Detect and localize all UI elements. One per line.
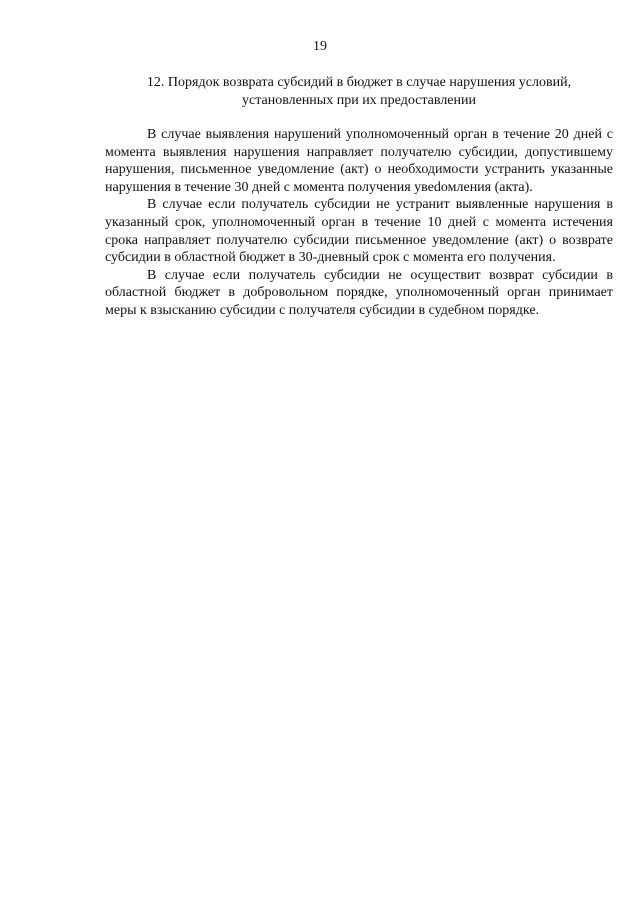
- body-text: [105, 126, 613, 320]
- page-number: 19: [313, 39, 327, 54]
- paragraph-return-notice: В случае если получатель субсидии не устранит выявленные нарушения в указанный срок, уполномоченный орган в течение 10 дней с момента истечения срока направляет получателю субсидии письменное уведомление (акт) о возврате субсидии в областной бюджет в 30-дневный срок с момента его получения.: [105, 197, 613, 266]
- section-heading-line-1: 12. Порядок возврата субсидий в бюджет в случае нарушения условий,: [146, 75, 572, 90]
- section-heading: [105, 74, 613, 110]
- paragraph-notification: В случае выявления нарушений уполномоченный орган в течение 20 дней с момента выявления нарушения направляет получателю субсидии, допустившему нарушения, письменное уведомление (акт) о необходимости устранить указанные нарушения в течение 30 дней с момента получения увеdомления (акта).: [105, 127, 613, 195]
- section-heading-line-2: установленных при их предоставлении: [241, 93, 476, 108]
- paragraph-court-recovery: В случае если получатель субсидии не осуществит возврат субсидии в областной бюджет в добровольном порядке, уполномоченный орган принимает меры к взысканию субсидии с получателя субсидии в судебном порядке.: [105, 267, 613, 318]
